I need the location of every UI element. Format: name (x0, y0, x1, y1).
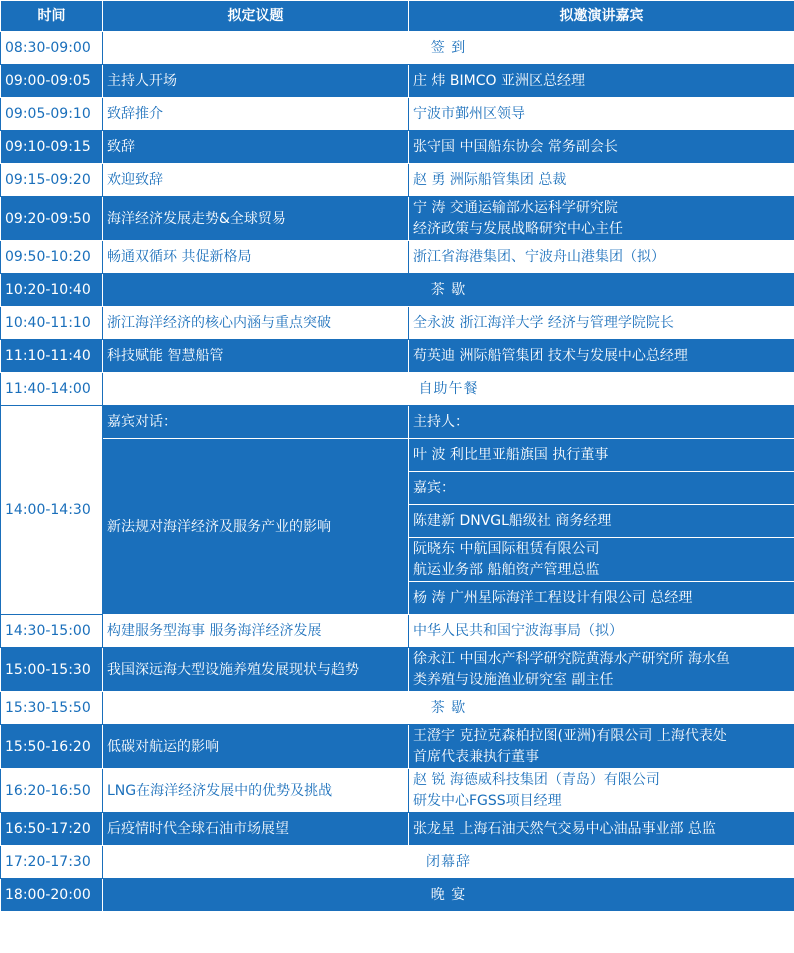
header-row (1, 1, 794, 32)
speaker-cell: 宁波市鄞州区领导 (409, 98, 794, 131)
session-cell: 自助午餐 (103, 373, 794, 406)
topic-cell: 主持人开场 (103, 65, 409, 98)
topic-cell: 欢迎致辞 (103, 164, 409, 197)
agenda-row (1, 307, 794, 340)
time-cell: 15:30-15:50 (1, 692, 103, 725)
topic-cell: 我国深远海大型设施养殖发展现状与趋势 (103, 648, 409, 692)
speaker-cell: 宁 涛 交通运输部水运科学研究院 经济政策与发展战略研究中心主任 (409, 197, 794, 241)
time-cell: 15:00-15:30 (1, 648, 103, 692)
agenda-row (1, 274, 794, 307)
time-cell: 09:05-09:10 (1, 98, 103, 131)
agenda-row (1, 197, 794, 241)
speaker-cell: 赵 勇 洲际船管集团 总裁 (409, 164, 794, 197)
time-cell: 18:00-20:00 (1, 879, 103, 912)
topic-cell: 低碳对航运的影响 (103, 725, 409, 769)
session-cell: 茶 歇 (103, 692, 794, 725)
time-cell: 14:00-14:30 (1, 406, 103, 615)
topic-cell: 致辞推介 (103, 98, 409, 131)
speaker-cell: 陈建新 DNVGL船级社 商务经理 (409, 505, 794, 538)
speaker-cell: 苟英迪 洲际船管集团 技术与发展中心总经理 (409, 340, 794, 373)
topic-cell: 畅通双循环 共促新格局 (103, 241, 409, 274)
time-cell: 09:50-10:20 (1, 241, 103, 274)
agenda-row (1, 813, 794, 846)
session-cell: 闭幕辞 (103, 846, 794, 879)
agenda-row (1, 725, 794, 769)
agenda-row (1, 648, 794, 692)
speaker-cell: 赵 锐 海德威科技集团（青岛）有限公司 研发中心FGSS项目经理 (409, 769, 794, 813)
time-cell: 11:10-11:40 (1, 340, 103, 373)
agenda-row (1, 879, 794, 912)
speaker-cell: 王澄宇 克拉克森柏拉图(亚洲)有限公司 上海代表处 首席代表兼执行董事 (409, 725, 794, 769)
topic-cell: 浙江海洋经济的核心内涵与重点突破 (103, 307, 409, 340)
topic-cell: 科技赋能 智慧船管 (103, 340, 409, 373)
speaker-cell: 徐永江 中国水产科学研究院黄海水产研究所 海水鱼 类养殖与设施渔业研究室 副主任 (409, 648, 794, 692)
session-cell: 茶 歇 (103, 274, 794, 307)
speaker-cell: 嘉宾： (409, 472, 794, 505)
agenda-row (1, 769, 794, 813)
session-cell: 晚 宴 (103, 879, 794, 912)
speaker-cell: 主持人： (409, 406, 794, 439)
time-cell: 09:15-09:20 (1, 164, 103, 197)
time-cell: 10:20-10:40 (1, 274, 103, 307)
topic-cell: 构建服务型海事 服务海洋经济发展 (103, 615, 409, 648)
speaker-cell: 阮晓东 中航国际租赁有限公司 航运业务部 船舶资产管理总监 (409, 538, 794, 582)
time-cell: 14:30-15:00 (1, 615, 103, 648)
agenda-row (1, 164, 794, 197)
dialogue-label: 嘉宾对话： (103, 406, 409, 439)
time-cell: 15:50-16:20 (1, 725, 103, 769)
agenda-row (1, 32, 794, 65)
header-speaker: 拟邀演讲嘉宾 (409, 1, 794, 32)
speaker-cell: 张守国 中国船东协会 常务副会长 (409, 131, 794, 164)
time-cell: 09:10-09:15 (1, 131, 103, 164)
dialogue-row (1, 439, 794, 472)
time-cell: 09:20-09:50 (1, 197, 103, 241)
time-cell: 16:20-16:50 (1, 769, 103, 813)
dialogue-row (1, 406, 794, 439)
topic-cell: 致辞 (103, 131, 409, 164)
agenda-row (1, 692, 794, 725)
agenda-row (1, 373, 794, 406)
agenda-row (1, 98, 794, 131)
agenda-row (1, 846, 794, 879)
agenda-row (1, 340, 794, 373)
speaker-cell: 叶 波 利比里亚船旗国 执行董事 (409, 439, 794, 472)
header-time: 时间 (1, 1, 103, 32)
agenda-row (1, 131, 794, 164)
topic-cell: LNG在海洋经济发展中的优势及挑战 (103, 769, 409, 813)
time-cell: 10:40-11:10 (1, 307, 103, 340)
speaker-cell: 浙江省海港集团、宁波舟山港集团（拟） (409, 241, 794, 274)
dialogue-topic: 新法规对海洋经济及服务产业的影响 (103, 439, 409, 615)
session-cell: 签 到 (103, 32, 794, 65)
time-cell: 09:00-09:05 (1, 65, 103, 98)
topic-cell: 海洋经济发展走势&全球贸易 (103, 197, 409, 241)
time-cell: 17:20-17:30 (1, 846, 103, 879)
speaker-cell: 全永波 浙江海洋大学 经济与管理学院院长 (409, 307, 794, 340)
agenda-row (1, 241, 794, 274)
speaker-cell: 庄 炜 BIMCO 亚洲区总经理 (409, 65, 794, 98)
agenda-row (1, 615, 794, 648)
time-cell: 16:50-17:20 (1, 813, 103, 846)
time-cell: 08:30-09:00 (1, 32, 103, 65)
speaker-cell: 张龙星 上海石油天然气交易中心油品事业部 总监 (409, 813, 794, 846)
speaker-cell: 杨 涛 广州星际海洋工程设计有限公司 总经理 (409, 582, 794, 615)
time-cell: 11:40-14:00 (1, 373, 103, 406)
agenda-row (1, 65, 794, 98)
header-topic: 拟定议题 (103, 1, 409, 32)
speaker-cell: 中华人民共和国宁波海事局（拟） (409, 615, 794, 648)
topic-cell: 后疫情时代全球石油市场展望 (103, 813, 409, 846)
